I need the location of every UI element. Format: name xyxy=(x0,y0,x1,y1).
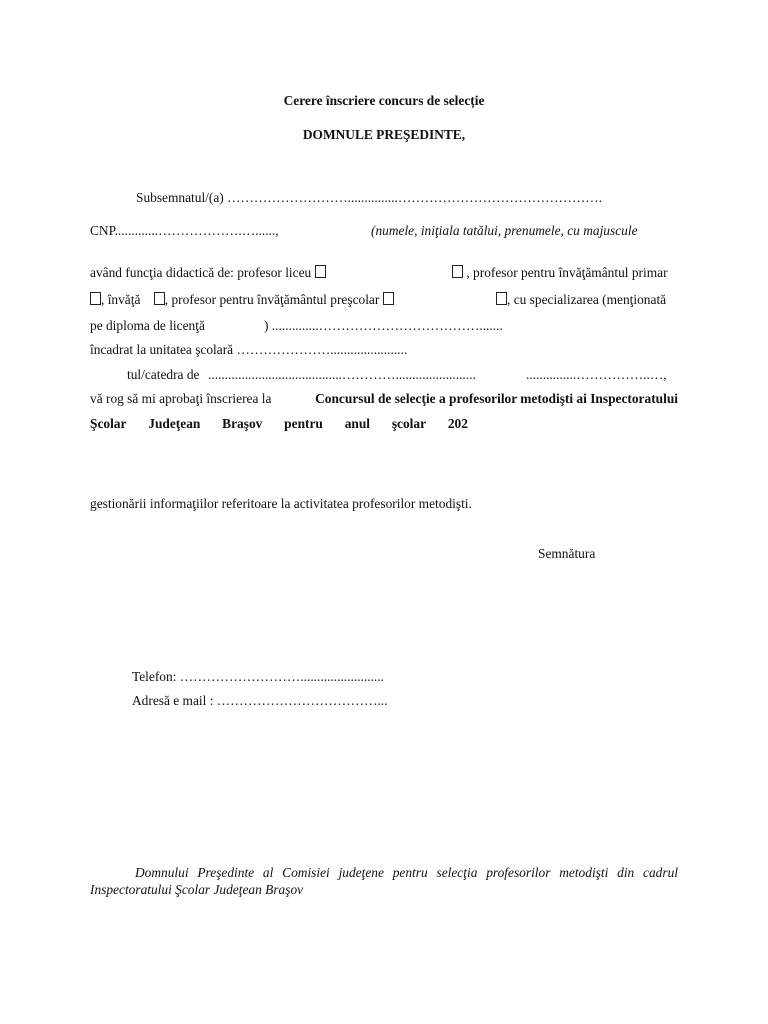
request-word: anul xyxy=(344,416,370,431)
catedra-dots: ........................................…………........................ xyxy=(208,367,476,382)
unitate-line: încadrat la unitatea şcolară …………………....................... xyxy=(90,342,408,357)
request-word: Judeţean xyxy=(148,416,201,431)
contest-name: Concursul de selecţie a profesorilor metodişti ai Inspectoratului xyxy=(315,391,678,406)
signature-label: Semnătura xyxy=(538,546,596,561)
specializare-option xyxy=(496,292,666,308)
prescolar-label: , profesor pentru învăţământul preşcolar xyxy=(164,292,380,307)
telefon-line: Telefon: ………………………......................... xyxy=(132,669,384,684)
salutation: DOMNULE PREŞEDINTE, xyxy=(302,127,466,142)
subsemnatul-line: Subsemnatul/(a) ………………………...............………………………………………. xyxy=(136,190,603,205)
addressee-line-2: Inspectoratului Şcolar Judeţean Braşov xyxy=(90,882,304,897)
primar-label: , profesor pentru învăţământul primar xyxy=(466,265,668,280)
diploma-label: pe diploma de licenţă xyxy=(90,318,205,333)
checkbox-invatator[interactable] xyxy=(90,292,101,305)
checkbox-profesor-prescolar[interactable] xyxy=(154,292,165,305)
request-word: 202 xyxy=(447,416,468,431)
gestionare-line: gestionării informaţiilor referitoare la activitatea profesorilor metodişti. xyxy=(90,496,472,511)
addressee-line-1: Domnului Preşedinte al Comisiei judeţene pentru selecţia profesorilor metodişti din cadrul xyxy=(135,865,678,880)
request-word: Braşov xyxy=(222,416,263,431)
cnp-line: CNP.............……………….…......, xyxy=(90,223,279,238)
request-line-2 xyxy=(90,416,468,432)
catedra-dots-2: ...............……………..…, xyxy=(526,367,667,382)
checkbox-profesor-primar[interactable] xyxy=(452,265,463,278)
request-word: Şcolar xyxy=(90,416,127,431)
request-line-1 xyxy=(90,391,678,407)
checkbox-extra[interactable] xyxy=(383,292,394,305)
request-word: şcolar xyxy=(391,416,427,431)
function-prefix: având funcţia didactică de: profesor liceu xyxy=(90,265,312,280)
request-word: pentru xyxy=(284,416,323,431)
name-hint: (numele, iniţiala tatălui, prenumele, cu majuscule xyxy=(371,223,638,238)
invata-label: , învăţă xyxy=(101,292,141,307)
function-line-2 xyxy=(90,292,394,308)
checkbox-specializare[interactable] xyxy=(496,292,507,305)
email-line: Adresă e mail : ………………………………... xyxy=(132,693,388,708)
catedra-label: tul/catedra de xyxy=(127,367,200,382)
checkbox-profesor-liceu[interactable] xyxy=(315,265,326,278)
specializarea-label: , cu specializarea (menţionată xyxy=(507,292,667,307)
primar-option xyxy=(452,265,668,281)
document-title: Cerere înscriere concurs de selecție xyxy=(283,93,485,108)
request-text: vă rog să mi aprobaţi înscrierea la xyxy=(90,391,272,406)
diploma-dots: ) ..............………………………………....... xyxy=(264,318,503,333)
function-line xyxy=(90,265,326,281)
